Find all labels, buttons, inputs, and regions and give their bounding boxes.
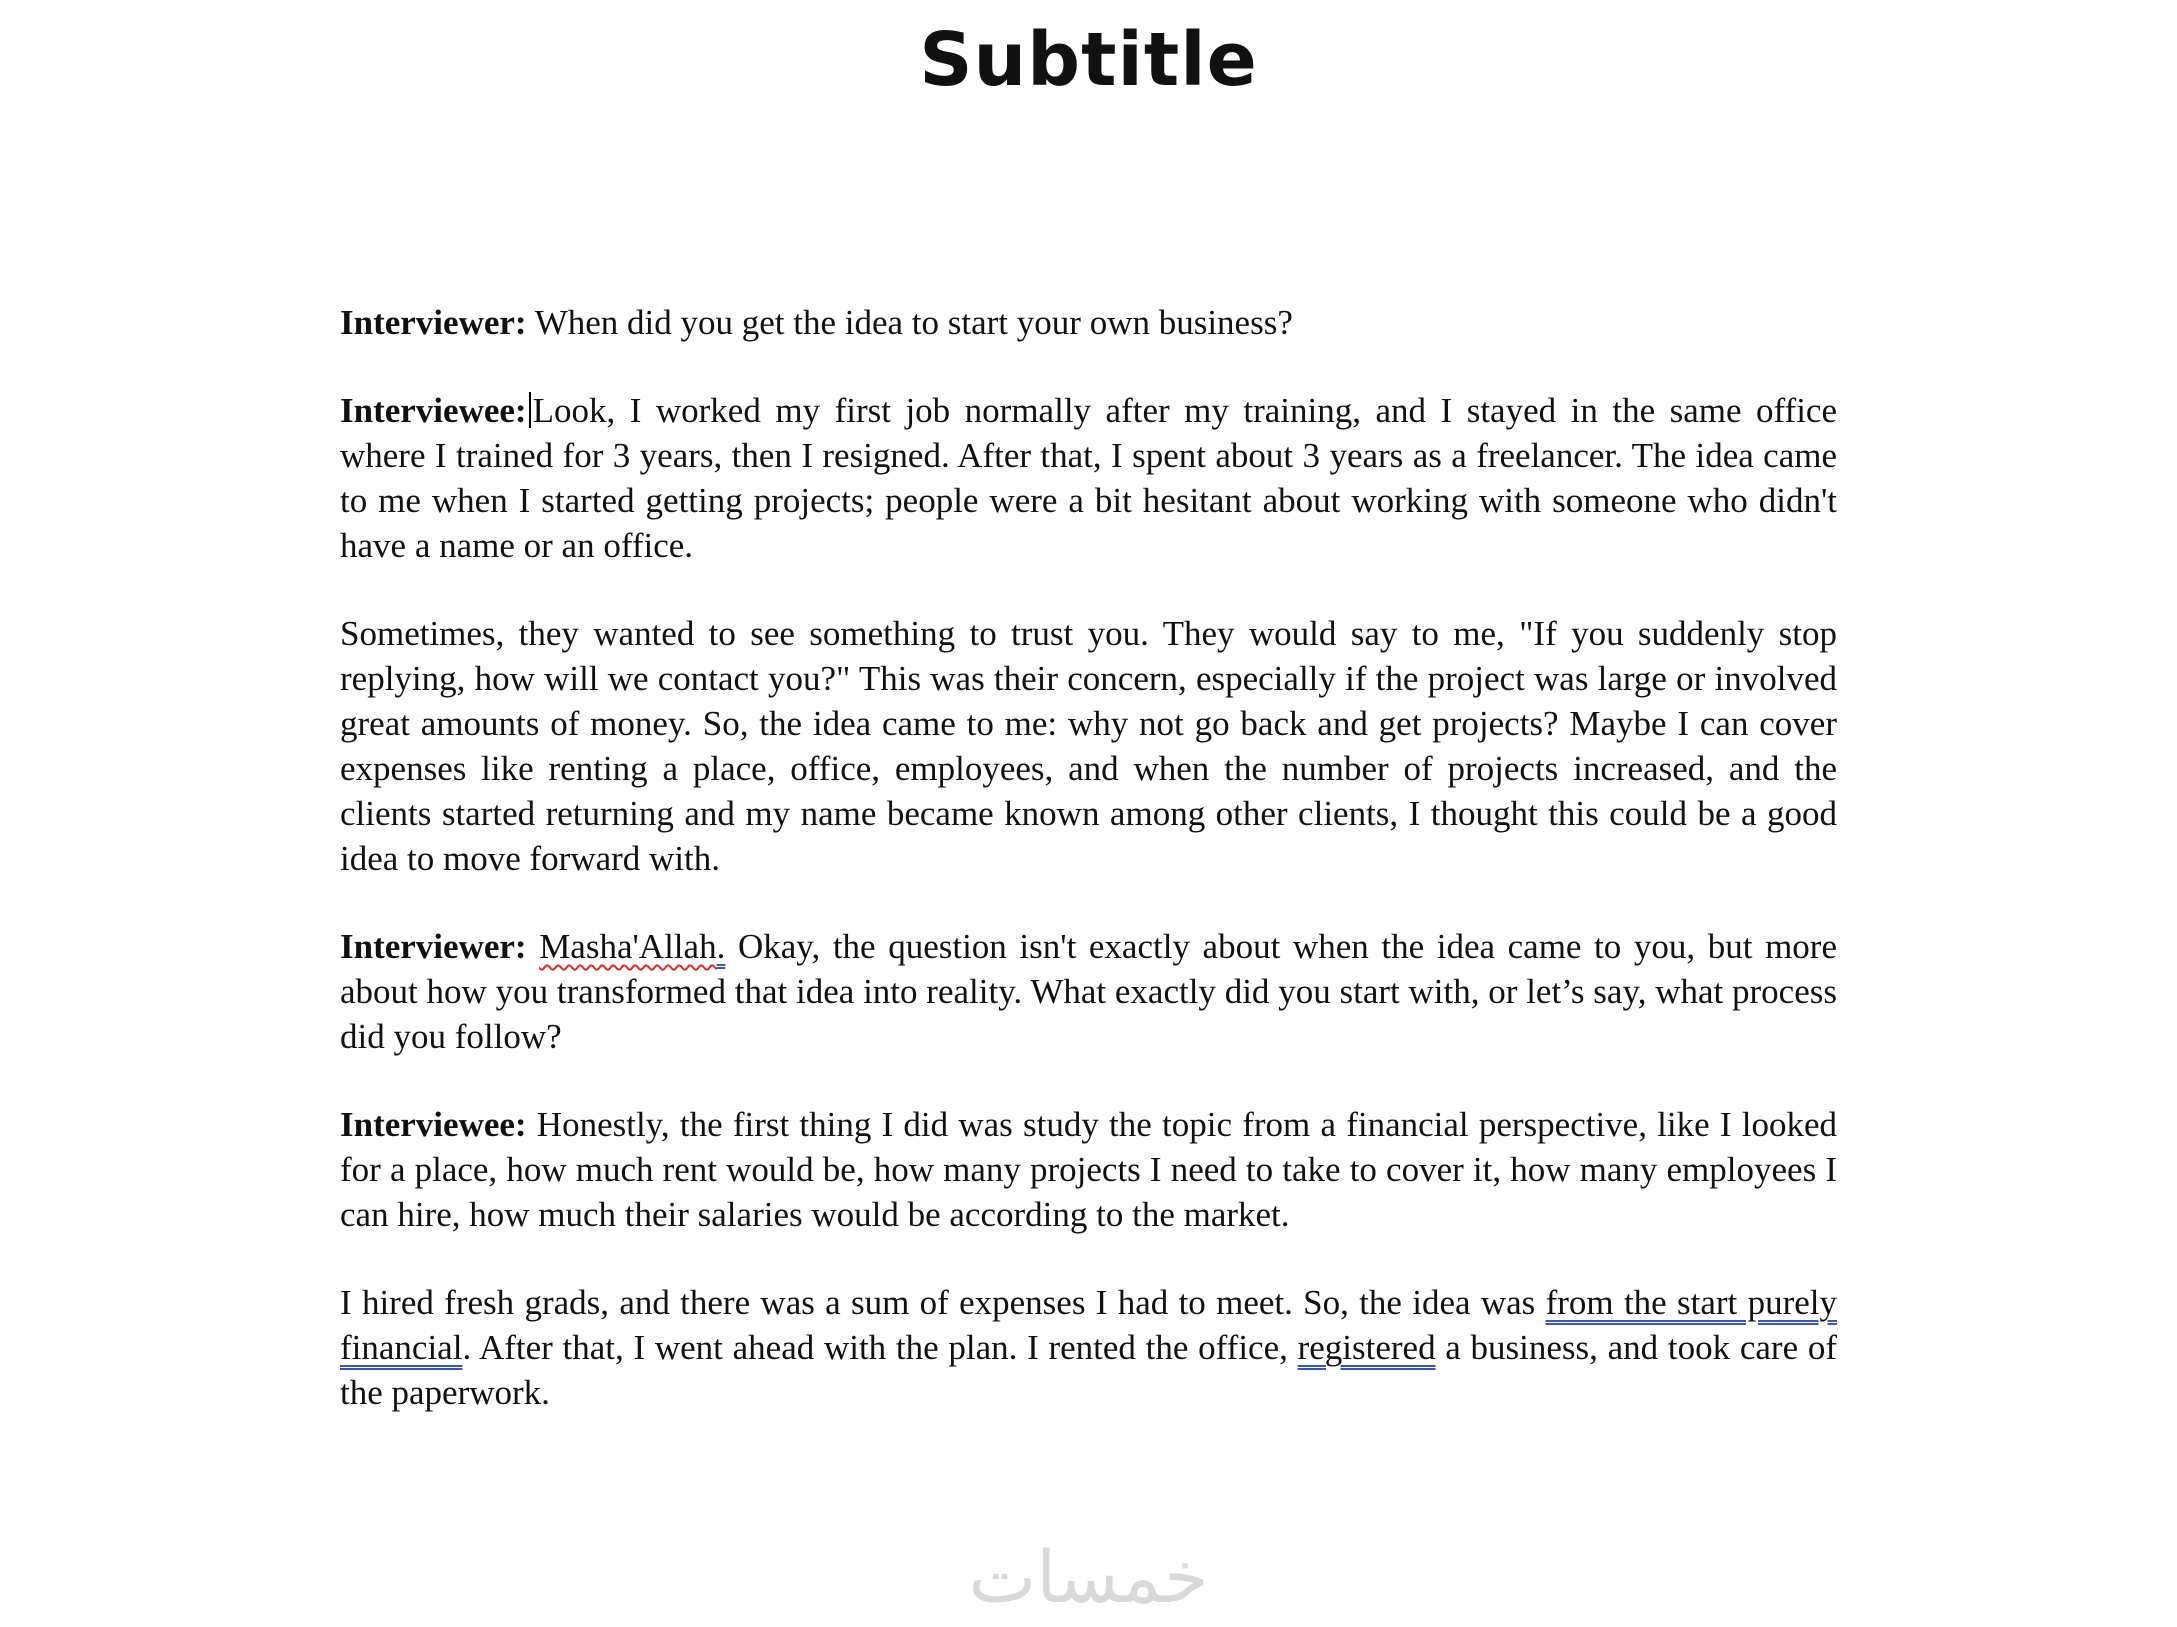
paragraph-continuation-1 [340,611,1837,881]
paragraph-text: When did you get the idea to start your own business? [526,303,1293,342]
document-body[interactable] [340,300,1837,1458]
paragraph-text: . After that, I went ahead with the plan. I rented the office, [462,1328,1298,1367]
paragraph-interviewee-1 [340,388,1837,568]
speaker-label: Interviewee: [340,1105,527,1144]
speaker-label: Interviewer: [340,303,527,342]
paragraph-text: Honestly, the first thing I did was study the topic from a financial perspective, like I looked for a place, how much rent would be, how many projects I need to take to cover it, how many employees I can hire, how much their salaries would be according to the market. [340,1105,1837,1234]
speaker-label: Interviewee: [340,391,527,430]
speaker-label: Interviewer: [340,927,527,966]
paragraph-continuation-2 [340,1280,1837,1415]
paragraph-text: Sometimes, they wanted to see something to trust you. They would say to me, "If you suddenly stop replying, how will we contact you?" This was their concern, especially if the project was large or involved great amounts of money. So, the idea came to me: why not go back and get projects? Maybe I can cover expenses like renting a place, office, employees, and when the number of projects increased, and the clients started returning and my name became known among other clients, I thought this could be a good idea to move forward with. [340,614,1837,878]
text-cursor [529,392,531,428]
watermark-logo: خمسات [968,1535,1209,1619]
paragraph-text: a business, and took care of the paperwork. [340,1328,1837,1412]
grammar-flagged-phrase[interactable]: from the start purely financial [340,1283,1837,1367]
paragraph-interviewee-2 [340,1102,1837,1237]
paragraph-text: Okay, the question isn't exactly about when the idea came to you, but more about how you transformed that idea into reality. What exactly did you start with, or let’s say, what process did you follow? [340,927,1837,1056]
grammar-flagged-word[interactable]: registered [1297,1328,1436,1367]
paragraph-interviewer-1 [340,300,1837,345]
grammar-flagged-punctuation[interactable]: . [716,927,726,966]
paragraph-interviewer-2 [340,924,1837,1059]
spelling-flagged-word[interactable]: Masha'Allah [539,927,717,966]
paragraph-text: I hired fresh grads, and there was a sum of expenses I had to meet. So, the idea was [340,1283,1546,1322]
paragraph-text: Look, I worked my first job normally after my training, and I stayed in the same office where I trained for 3 years, then I resigned. After that, I spent about 3 years as a freelancer. The idea came to me when I started getting projects; people were a bit hesitant about working with someone who didn't have a name or an office. [340,391,1837,565]
document-title: Subtitle [919,17,1258,103]
